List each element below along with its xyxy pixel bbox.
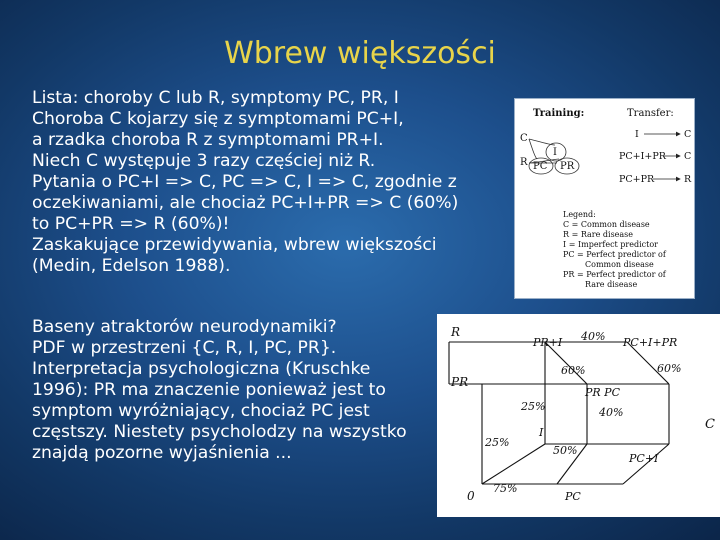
text-line: symptom wyróżniający, chociaż PC jest <box>32 401 370 421</box>
pct-top-right: 60% <box>657 362 682 375</box>
transfer-label: Transfer: <box>627 108 674 119</box>
corner-pr-i: PR+I <box>533 336 563 349</box>
legend-item: Common disease <box>585 260 654 269</box>
corner-pc-i-pr: PC+I+PR <box>623 336 678 349</box>
node-i: I <box>553 147 557 158</box>
legend-item: I = Imperfect predictor <box>563 240 659 249</box>
pct-mid-right: 40% <box>599 406 624 419</box>
text-line: to PC+PR => R (60%)! <box>32 214 230 234</box>
text-line: oczekiwaniami, ale chociaż PC+I+PR => C (60%) <box>32 193 459 213</box>
transfer-row-2-right: C <box>684 151 692 162</box>
pct-mid-left: 25% <box>521 400 546 413</box>
paragraph-disease-task <box>32 88 502 277</box>
text-line: Interpretacja psychologiczna (Kruschke <box>32 359 371 379</box>
text-line: Pytania o PC+I => C, PC => C, I => C, zgodnie z <box>32 172 457 192</box>
node-pr: PR <box>560 161 575 172</box>
pct-bottom: 75% <box>493 482 518 495</box>
text-line: Lista: choroby C lub R, symptomy PC, PR, I <box>32 88 399 108</box>
corner-c: C <box>705 417 715 432</box>
text-line: Zaskakujące przewidywania, wbrew większości <box>32 235 437 255</box>
attractor-cube-figure <box>437 314 720 517</box>
text-line: (Medin, Edelson 1988). <box>32 256 231 276</box>
transfer-row-2-left: PC+I+PR <box>619 151 666 162</box>
text-line: częstszy. Niestety psycholodzy na wszystko <box>32 422 407 442</box>
legend-item: PC = Perfect predictor of <box>563 250 666 259</box>
pct-top-edge: 40% <box>581 330 606 343</box>
node-pc: PC <box>533 161 548 172</box>
text-line: 1996): PR ma znaczenie ponieważ jest to <box>32 380 386 400</box>
pct-pr-i-down: 60% <box>561 364 586 377</box>
transfer-row-1-left: I <box>635 129 639 140</box>
legend-item: R = Rare disease <box>563 230 634 239</box>
legend-item: Rare disease <box>585 280 638 289</box>
training-transfer-diagram <box>515 99 696 300</box>
paragraph-attractor-basins <box>32 317 447 464</box>
attractor-cube-diagram <box>437 314 720 517</box>
node-r: R <box>520 157 528 168</box>
corner-pr-pc: PR PC <box>585 386 620 399</box>
slide-title: Wbrew większości <box>224 36 496 71</box>
pct-center: 50% <box>553 444 578 457</box>
text-line: PDF w przestrzeni {C, R, I, PC, PR}. <box>32 338 337 358</box>
transfer-row-1-right: C <box>684 129 692 140</box>
corner-pc-i: PC+I <box>629 452 659 465</box>
text-line: a rzadka choroba R z symptomami PR+I. <box>32 130 384 150</box>
node-c: C <box>520 133 528 144</box>
text-line: znajdą pozorne wyjaśnienia ... <box>32 443 292 463</box>
text-line: Niech C występuje 3 razy częściej niż R. <box>32 151 376 171</box>
corner-zero: 0 <box>467 489 475 503</box>
corner-pr: PR <box>451 375 469 389</box>
training-label: Training: <box>533 108 585 119</box>
legend-item: PR = Perfect predictor of <box>563 270 666 279</box>
corner-r: R <box>451 325 461 339</box>
transfer-row-3-left: PC+PR <box>619 174 655 185</box>
transfer-row-3-right: R <box>684 174 692 185</box>
legend-item: C = Common disease <box>563 220 650 229</box>
text-line: Choroba C kojarzy się z symptomami PC+I, <box>32 109 404 129</box>
corner-i: I <box>539 426 544 439</box>
text-line: Baseny atraktorów neurodynamiki? <box>32 317 337 337</box>
pct-left-edge: 25% <box>485 436 510 449</box>
training-transfer-figure <box>514 98 695 299</box>
legend-title: Legend: <box>563 210 596 219</box>
corner-pc: PC <box>565 490 581 503</box>
